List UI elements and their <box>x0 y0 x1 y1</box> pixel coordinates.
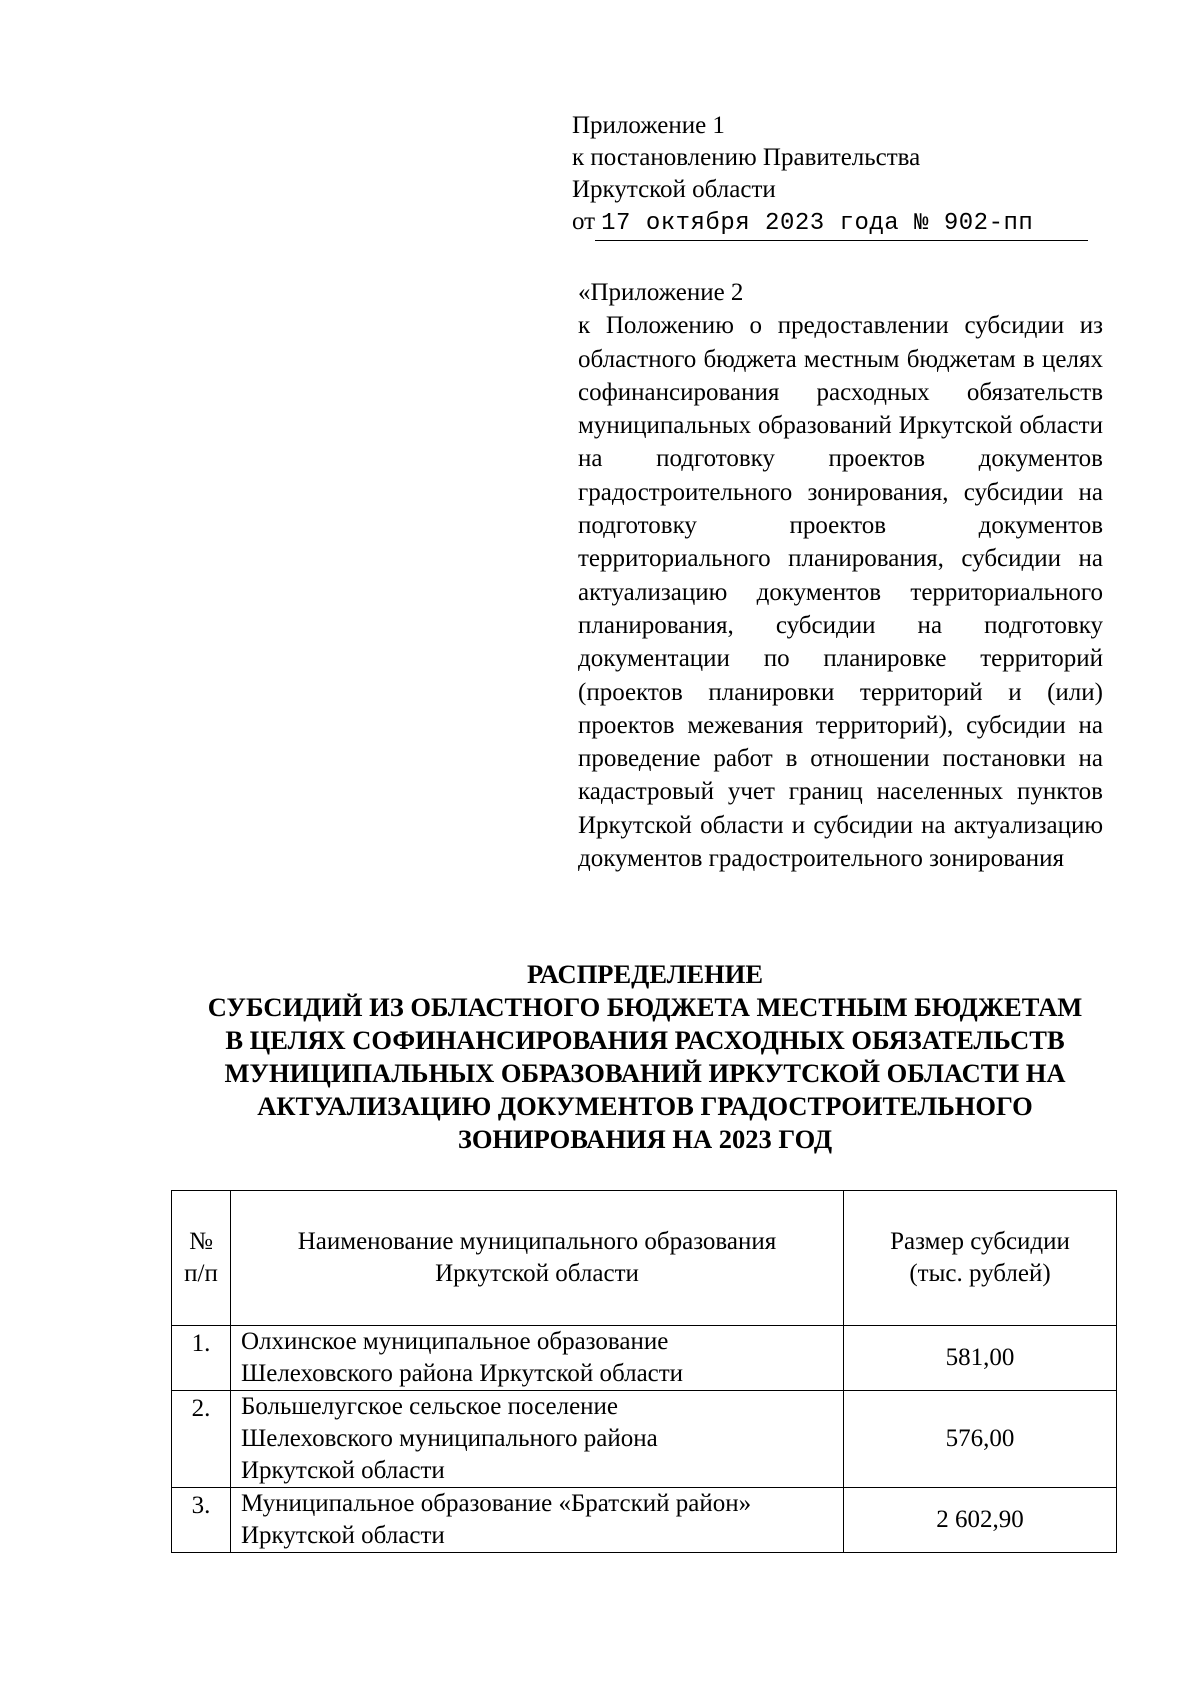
title-line-6: ЗОНИРОВАНИЯ НА 2023 ГОД <box>457 1124 833 1154</box>
header-num-line-1: № <box>189 1228 213 1255</box>
annex1-line-3: Иркутской области <box>572 176 776 203</box>
header-name-line-1: Наименование муниципального образования <box>297 1228 777 1255</box>
row-num: 1. <box>172 1326 231 1391</box>
header-amount-line-1: Размер субсидии <box>890 1228 1070 1255</box>
header-num-line-2: п/п <box>184 1260 218 1287</box>
row-name-line: Олхинское муниципальное образование <box>241 1328 669 1355</box>
row-name-line: Большелугское сельское поселение <box>241 1393 619 1420</box>
table-header-row <box>172 1191 1117 1326</box>
row-name-line: Шелеховского муниципального района <box>241 1425 658 1452</box>
table-row <box>172 1488 1117 1553</box>
header-name-line-2: Иркутской области <box>435 1260 639 1287</box>
row-amount: 576,00 <box>844 1391 1117 1488</box>
annex1-line-1: Приложение 1 <box>572 112 725 139</box>
document-title <box>150 958 1140 1156</box>
row-name-line: Муниципальное образование «Братский район» <box>241 1490 752 1517</box>
header-num <box>172 1191 231 1326</box>
title-line-1: РАСПРЕДЕЛЕНИЕ <box>526 959 764 989</box>
row-num: 2. <box>172 1391 231 1488</box>
row-amount: 2 602,90 <box>844 1488 1117 1553</box>
annex1-header <box>572 110 1102 241</box>
row-name-line: Иркутской области <box>241 1522 445 1549</box>
row-name-line: Иркутской области <box>241 1457 445 1484</box>
title-line-5: АКТУАЛИЗАЦИЮ ДОКУМЕНТОВ ГРАДОСТРОИТЕЛЬНОГО <box>257 1091 1033 1121</box>
table-row <box>172 1326 1117 1391</box>
annex2-heading: «Приложение 2 <box>578 279 744 306</box>
row-num: 3. <box>172 1488 231 1553</box>
annex2-header <box>578 276 1103 875</box>
header-name <box>231 1191 844 1326</box>
header-amount <box>844 1191 1117 1326</box>
annex1-date-prefix: от <box>572 208 596 235</box>
title-line-3: В ЦЕЛЯХ СОФИНАНСИРОВАНИЯ РАСХОДНЫХ ОБЯЗАТЕЛЬСТВ <box>225 1025 1065 1055</box>
row-name <box>231 1391 844 1488</box>
row-amount: 581,00 <box>844 1326 1117 1391</box>
subsidy-table <box>171 1190 1117 1553</box>
row-name <box>231 1488 844 1553</box>
title-line-4: МУНИЦИПАЛЬНЫХ ОБРАЗОВАНИЙ ИРКУТСКОЙ ОБЛАСТИ НА <box>224 1058 1066 1088</box>
row-name-line: Шелеховского района Иркутской области <box>241 1360 684 1387</box>
table-row <box>172 1391 1117 1488</box>
annex1-date-line <box>572 206 1102 241</box>
header-amount-line-2: (тыс. рублей) <box>909 1260 1051 1287</box>
annex2-body: к Положению о предоставлении субсидии из областного бюджета местным бюджетам в целях софинансирования расходных обязательств муниципальных образований Иркутской области на подготовку проектов документов градостроительного зонирования, субсидии на подготовку проектов документов территориального планирования, субсидии на актуализацию документов территориального планирования, субсидии на подготовку документации по планировке территорий (проектов планировки территорий и (или) проектов межевания территорий), субсидии на проведение работ в отношении постановки на кадастровый учет границ населенных пунктов Иркутской области и субсидии на актуализацию документов градостроительного зонирования <box>578 312 1103 873</box>
title-line-2: СУБСИДИЙ ИЗ ОБЛАСТНОГО БЮДЖЕТА МЕСТНЫМ БЮДЖЕТАМ <box>207 992 1083 1022</box>
annex1-date-value: 17 октября 2023 года № 902-пп <box>595 208 1088 241</box>
row-name <box>231 1326 844 1391</box>
annex1-line-2: к постановлению Правительства <box>572 144 921 171</box>
